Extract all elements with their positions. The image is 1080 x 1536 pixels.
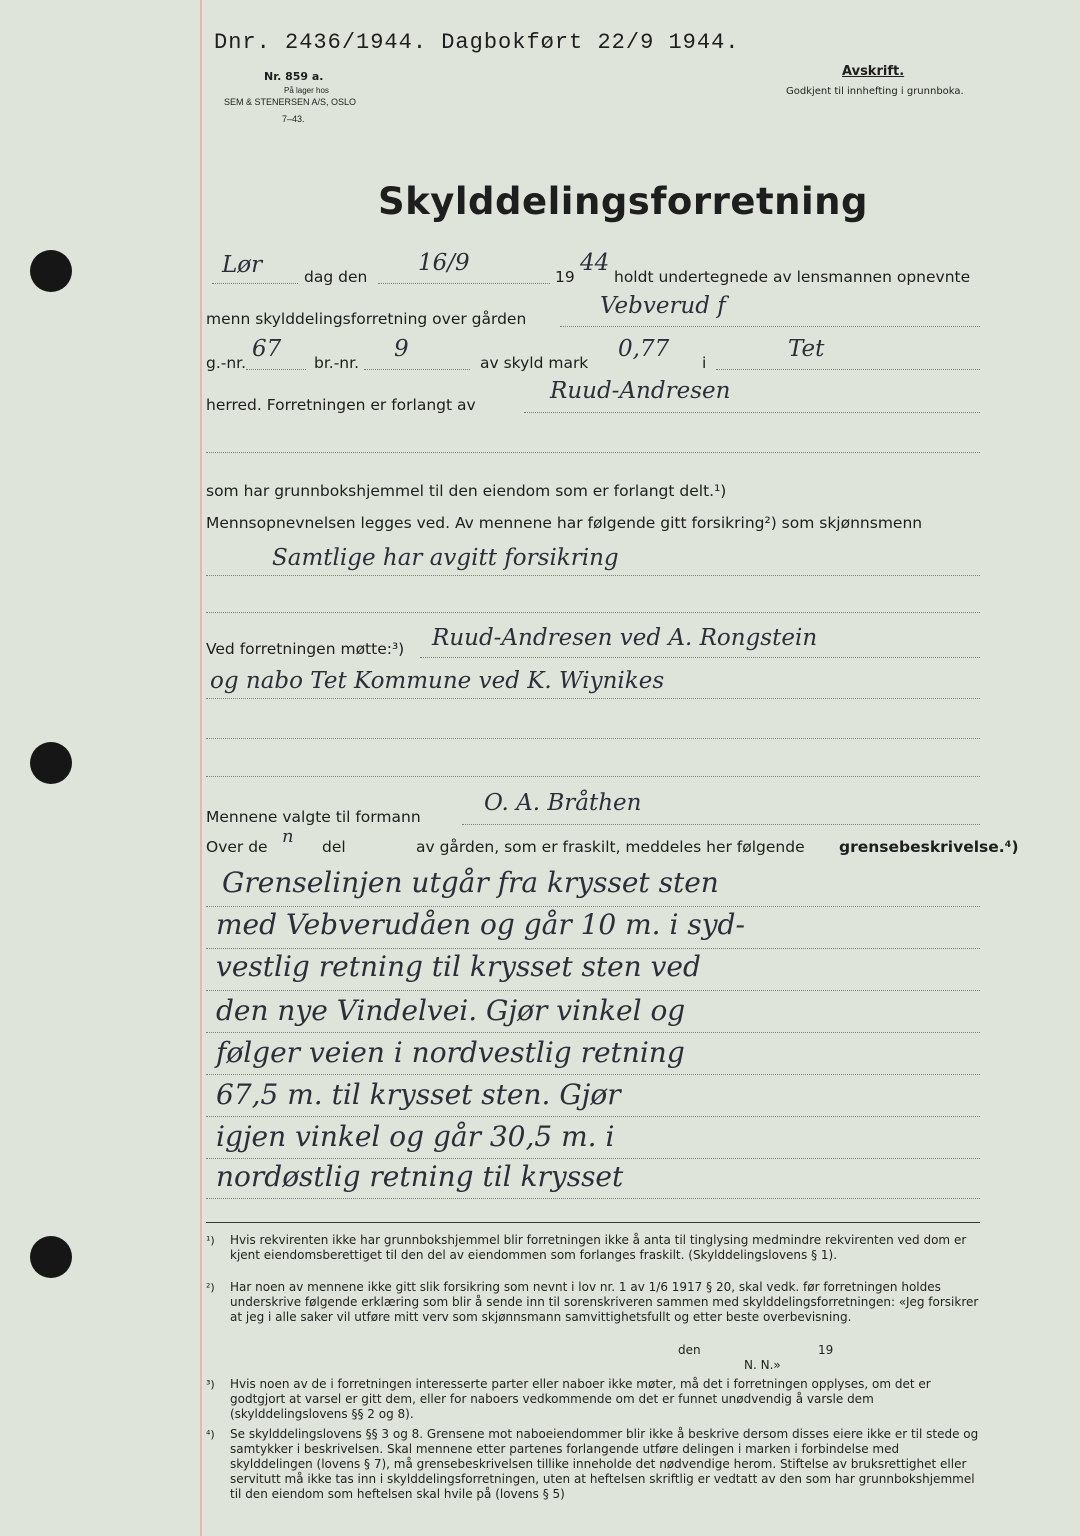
boundary-line-3: vestlig retning til krysset sten ved — [216, 950, 701, 983]
assurance-handwritten: Samtlige har avgitt forsikring — [272, 545, 619, 571]
punch-hole-top — [30, 250, 72, 292]
boundary-line-1: Grenselinjen utgår fra krysset sten — [222, 866, 719, 899]
rule — [206, 1074, 980, 1075]
footnote-1-number: ¹) — [206, 1234, 215, 1247]
form-number: Nr. 859 a. — [264, 70, 324, 83]
footnote-1: Hvis rekvirenten ikke har grunnbokshjemmel blir forretningen ikke å anta til tinglysing medmindre rekvirenten ved dom er kjent eiendomsberettiget til den del av eiendommen som forlanges fraskilt. (Skylddelingslovens § 1). — [230, 1233, 967, 1262]
boundary-label-part-2: del — [322, 838, 346, 856]
boundary-description-label: grensebeskrivelse.⁴) — [839, 838, 1019, 856]
line1-text: holdt undertegnede av lensmannen opnevnte — [614, 268, 971, 286]
rule — [206, 1158, 980, 1159]
boundary-line-2: med Vebverudåen og går 10 m. i syd- — [216, 908, 745, 941]
gnr-label: g.-nr. — [206, 354, 247, 372]
rule — [206, 452, 980, 453]
requested-by-handwritten: Ruud-Andresen — [550, 378, 731, 404]
year-prefix: 19 — [555, 268, 575, 286]
footnote-3-number: ³) — [206, 1378, 215, 1391]
date-handwritten: 16/9 — [418, 250, 470, 276]
rule — [206, 575, 980, 576]
boundary-label-part-1: Over de — [206, 838, 268, 856]
boundary-label-part-3: av gården, som er fraskilt, meddeles her følgende — [416, 838, 805, 856]
rule — [206, 948, 980, 949]
rule — [462, 824, 980, 825]
rule — [212, 283, 298, 284]
skyld-label: av skyld mark — [480, 354, 589, 372]
boundary-line-4: den nye Vindelvei. Gjør vinkel og — [216, 994, 686, 1027]
punch-hole-bottom — [30, 1236, 72, 1278]
year-handwritten: 44 — [580, 250, 610, 276]
rule — [206, 990, 980, 991]
publisher-line-3: 7–43. — [282, 114, 305, 124]
rule — [206, 776, 980, 777]
approval-note: Godkjent til innhefting i grunnboka. — [786, 86, 964, 97]
place-handwritten: Lør — [222, 252, 263, 278]
farm-handwritten: Vebverud f — [600, 293, 726, 319]
footnote-3: Hvis noen av de i forretningen interesserte parter eller naboer ikke møter, må det i forretningen opplyses, om det er godtgjort at varsel er gitt dem, eller for naboers vedkommende om det er funnet unødvendig å varsle dem (skylddelingslovens §§ 2 og 8). — [230, 1377, 931, 1421]
gnr-handwritten: 67 — [252, 336, 282, 362]
rule — [206, 698, 980, 699]
punch-hole-middle — [30, 742, 72, 784]
rule — [206, 906, 980, 907]
chairman-handwritten: O. A. Bråthen — [484, 790, 642, 816]
i-label: i — [702, 354, 707, 372]
rule — [364, 369, 470, 370]
footnote-2-den: den — [678, 1343, 701, 1357]
requested-by-label: herred. Forretningen er forlangt av — [206, 396, 476, 414]
footnote-4: Se skylddelingslovens §§ 3 og 8. Grensene mot naboeiendommer blir ikke å beskrive dersom disses eiere ikke er til stede og samtykker i beskrivelsen. Skal mennene etter partenes forlangende utføre delingen i marken i forbindelse med skylddelingen (lovens § 7), må grensebeskrivelsen tillike inneholde det nødvendige herom. Stiftelse av bruksrettighet eller servitutt må ikke tas inn i skylddelingsforretningen, uten at heftelsen skriftlig er vedtatt av den som har grunnbokshjemmel til den eiendom som heftelsen skal hvile på (lovens § 5) — [230, 1427, 979, 1501]
rule — [716, 369, 980, 370]
rule — [206, 1116, 980, 1117]
boundary-line-8: nordøstlig retning til krysset — [216, 1160, 624, 1193]
attendees-label: Ved forretningen møtte:³) — [206, 640, 405, 658]
rule — [206, 612, 980, 613]
publisher-line-2: SEM & STENERSEN A/S, OSLO — [224, 97, 357, 107]
rule — [524, 412, 980, 413]
assurance-label: Mennsopnevnelsen legges ved. Av mennene har følgende gitt forsikring²) som skjønnsmenn — [206, 514, 923, 532]
publisher-line-1: På lager hos — [284, 86, 329, 95]
document-title: Skylddelingsforretning — [378, 180, 868, 223]
boundary-line-5: følger veien i nordvestlig retning — [216, 1036, 685, 1069]
rule — [206, 738, 980, 739]
attendees-handwritten-1: Ruud-Andresen ved A. Rongstein — [432, 625, 818, 651]
registration-line: Dnr. 2436/1944. Dagbokført 22/9 1944. — [214, 30, 740, 55]
footnote-4-number: ⁴) — [206, 1428, 215, 1441]
herred-handwritten: Tet — [788, 336, 825, 362]
boundary-part-handwritten: n — [282, 826, 294, 847]
footnote-2-year: 19 — [818, 1343, 834, 1357]
boundary-line-7: igjen vinkel og går 30,5 m. i — [216, 1120, 615, 1153]
dag-den-label: dag den — [304, 268, 368, 286]
footnote-2: Har noen av mennene ikke gitt slik forsikring som nevnt i lov nr. 1 av 1/6 1917 § 20, skal vedk. før forretningen holdes underskrive følgende erklæring som blir å sende inn til sorenskriveren sammen med skylddelingsforretningen: «Jeg forsikrer at jeg i alle saker vil utføre mitt verv som skjønnsmann samvittighetsfullt og etter beste overbevisning. — [230, 1280, 979, 1324]
skyld-handwritten: 0,77 — [618, 336, 670, 362]
bnr-handwritten: 9 — [394, 336, 409, 362]
farm-label: menn skylddelingsforretning over gården — [206, 310, 527, 328]
margin-line — [200, 0, 202, 1536]
rule — [420, 657, 980, 658]
chairman-label: Mennene valgte til formann — [206, 808, 421, 826]
title-holder-label: som har grunnbokshjemmel til den eiendom som er forlangt delt.¹) — [206, 482, 727, 500]
avskrift-label: Avskrift. — [842, 64, 905, 79]
rule — [378, 283, 550, 284]
rule — [206, 1198, 980, 1199]
rule — [246, 369, 306, 370]
rule — [560, 326, 980, 327]
footnote-2-signature: N. N.» — [744, 1358, 781, 1372]
boundary-line-6: 67,5 m. til krysset sten. Gjør — [216, 1078, 621, 1111]
footnote-separator — [206, 1222, 980, 1223]
bnr-label: br.-nr. — [314, 354, 360, 372]
attendees-handwritten-2: og nabo Tet Kommune ved K. Wiynikes — [210, 668, 665, 694]
footnote-2-number: ²) — [206, 1281, 215, 1294]
rule — [206, 1032, 980, 1033]
